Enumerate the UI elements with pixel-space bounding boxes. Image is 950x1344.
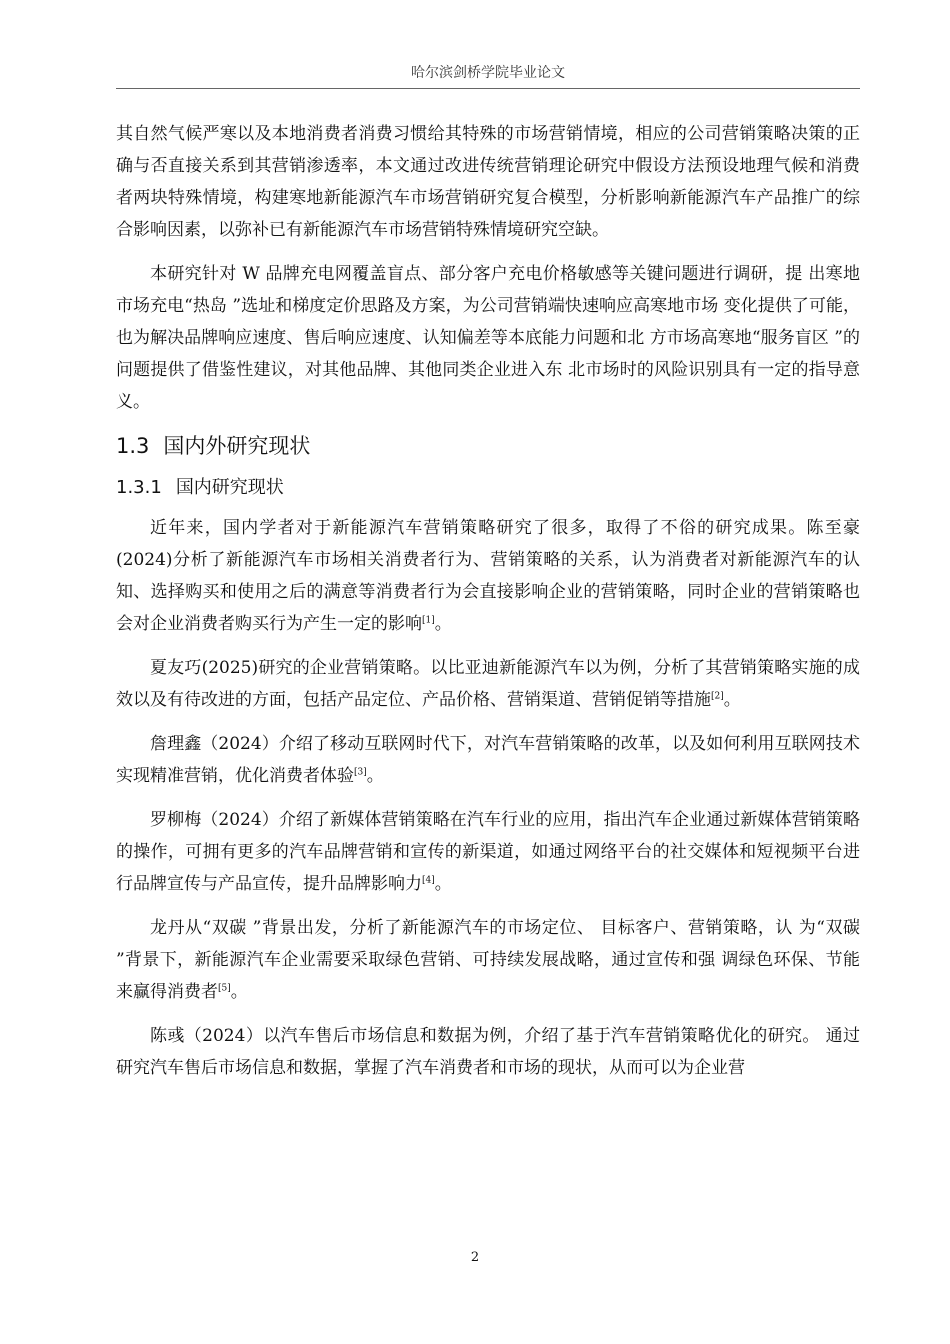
section-title: 国内外研究现状 [163, 434, 311, 458]
running-header: 哈尔滨剑桥学院毕业论文 [411, 65, 565, 81]
paragraph-tail: 。 [723, 690, 741, 710]
paragraph-text: 陈彧（2024）以汽车售后市场信息和数据为例，介绍了基于汽车营销策略优化的研究。 通过研究汽车售后市场信息和数据，掌握了汽车消费者和市场的现状，从而可以为企业营 [116, 1026, 860, 1078]
body-paragraph [116, 912, 860, 1008]
subsection-number: 1.3.1 [116, 477, 162, 498]
paragraph-text: 罗柳梅（2024）介绍了新媒体营销策略在汽车行业的应用，指出汽车企业通过新媒体营销策略的操作，可拥有更多的汽车品牌营销和宣传的新渠道，如通过网络平台的社交媒体和短视频平台进行品牌宣传与产品宣传，提升品牌影响力 [116, 810, 860, 894]
body-paragraph [116, 512, 860, 640]
paragraph-tail: 。 [434, 874, 452, 894]
paragraph-text: 詹理鑫（2024）介绍了移动互联网时代下，对汽车营销策略的改革，以及如何利用互联网技术实现精准营销，优化消费者体验 [116, 734, 860, 786]
section-heading [116, 430, 860, 462]
section-number: 1.3 [116, 434, 150, 458]
paragraph-gap [116, 1008, 860, 1020]
paragraph-gap [116, 640, 860, 652]
body-paragraph [116, 804, 860, 900]
paragraph-tail: 。 [434, 614, 452, 634]
citation-ref[interactable]: [1] [422, 615, 435, 626]
paragraph-tail: 。 [230, 982, 248, 1002]
paragraph-text: 近年来，国内学者对于新能源汽车营销策略研究了很多，取得了不俗的研究成果。陈至豪(2024)分析了新能源汽车市场相关消费者行为、营销策略的关系，认为消费者对新能源汽车的认知、选择购买和使用之后的满意等消费者行为会直接影响企业的营销策略，同时企业的营销策略也会对企业消费者购买行为产生一定的影响 [116, 518, 860, 634]
body-paragraph [116, 728, 860, 792]
paragraph-text: 夏友巧(2025)研究的企业营销策略。以比亚迪新能源汽车以为例，分析了其营销策略实施的成效以及有待改进的方面，包括产品定位、产品价格、营销渠道、营销促销等措施 [116, 658, 860, 710]
body-paragraph [116, 652, 860, 716]
body-paragraph: 本研究针对 W 品牌充电网覆盖盲点、部分客户充电价格敏感等关键问题进行调研，提 出寒地市场充电“热岛 ”选址和梯度定价思路及方案，为公司营销端快速响应高寒地市场 变化提供了可能，也为解决品牌响应速度、售后响应速度、认知偏差等本底能力问题和北 方市场高寒地“服务盲区 ”的问题提供了借鉴性建议，对其他品牌、其他同类企业进入东 北市场时的风险识别具有一定的指导意义。 [116, 264, 861, 412]
paragraph-gap [116, 246, 860, 258]
citation-ref[interactable]: [3] [354, 767, 367, 778]
subsection-title: 国内研究现状 [175, 477, 284, 498]
paragraph-text: 龙丹从“双碳 ”背景出发，分析了新能源汽车的市场定位、 目标客户、营销策略，认 为“双碳 ”背景下，新能源汽车企业需要采取绿色营销、可持续发展战略，通过宣传和强 调绿色环保、节能来赢得消费者 [116, 918, 860, 1002]
citation-ref[interactable]: [5] [218, 983, 231, 994]
paragraph-gap [116, 716, 860, 728]
citation-ref[interactable]: [4] [422, 875, 435, 886]
citation-ref[interactable]: [2] [711, 691, 724, 702]
paragraph-gap [116, 792, 860, 804]
subsection-heading [116, 472, 860, 504]
header-divider [116, 88, 860, 89]
body-paragraph: 其自然气候严寒以及本地消费者消费习惯给其特殊的市场营销情境，相应的公司营销策略决策的正确与否直接关系到其营销渗透率，本文通过改进传统营销理论研究中假设方法预设地理气候和消费者两块特殊情境，构建寒地新能源汽车市场营销研究复合模型，分析影响新能源汽车产品推广的综合影响因素，以弥补已有新能源汽车市场营销特殊情境研究空缺。 [116, 124, 860, 240]
paragraph-tail: 。 [366, 766, 384, 786]
paragraph-gap [116, 900, 860, 912]
page-body [116, 118, 860, 1084]
page-number: 2 [470, 1250, 480, 1265]
body-paragraph [116, 1020, 860, 1084]
